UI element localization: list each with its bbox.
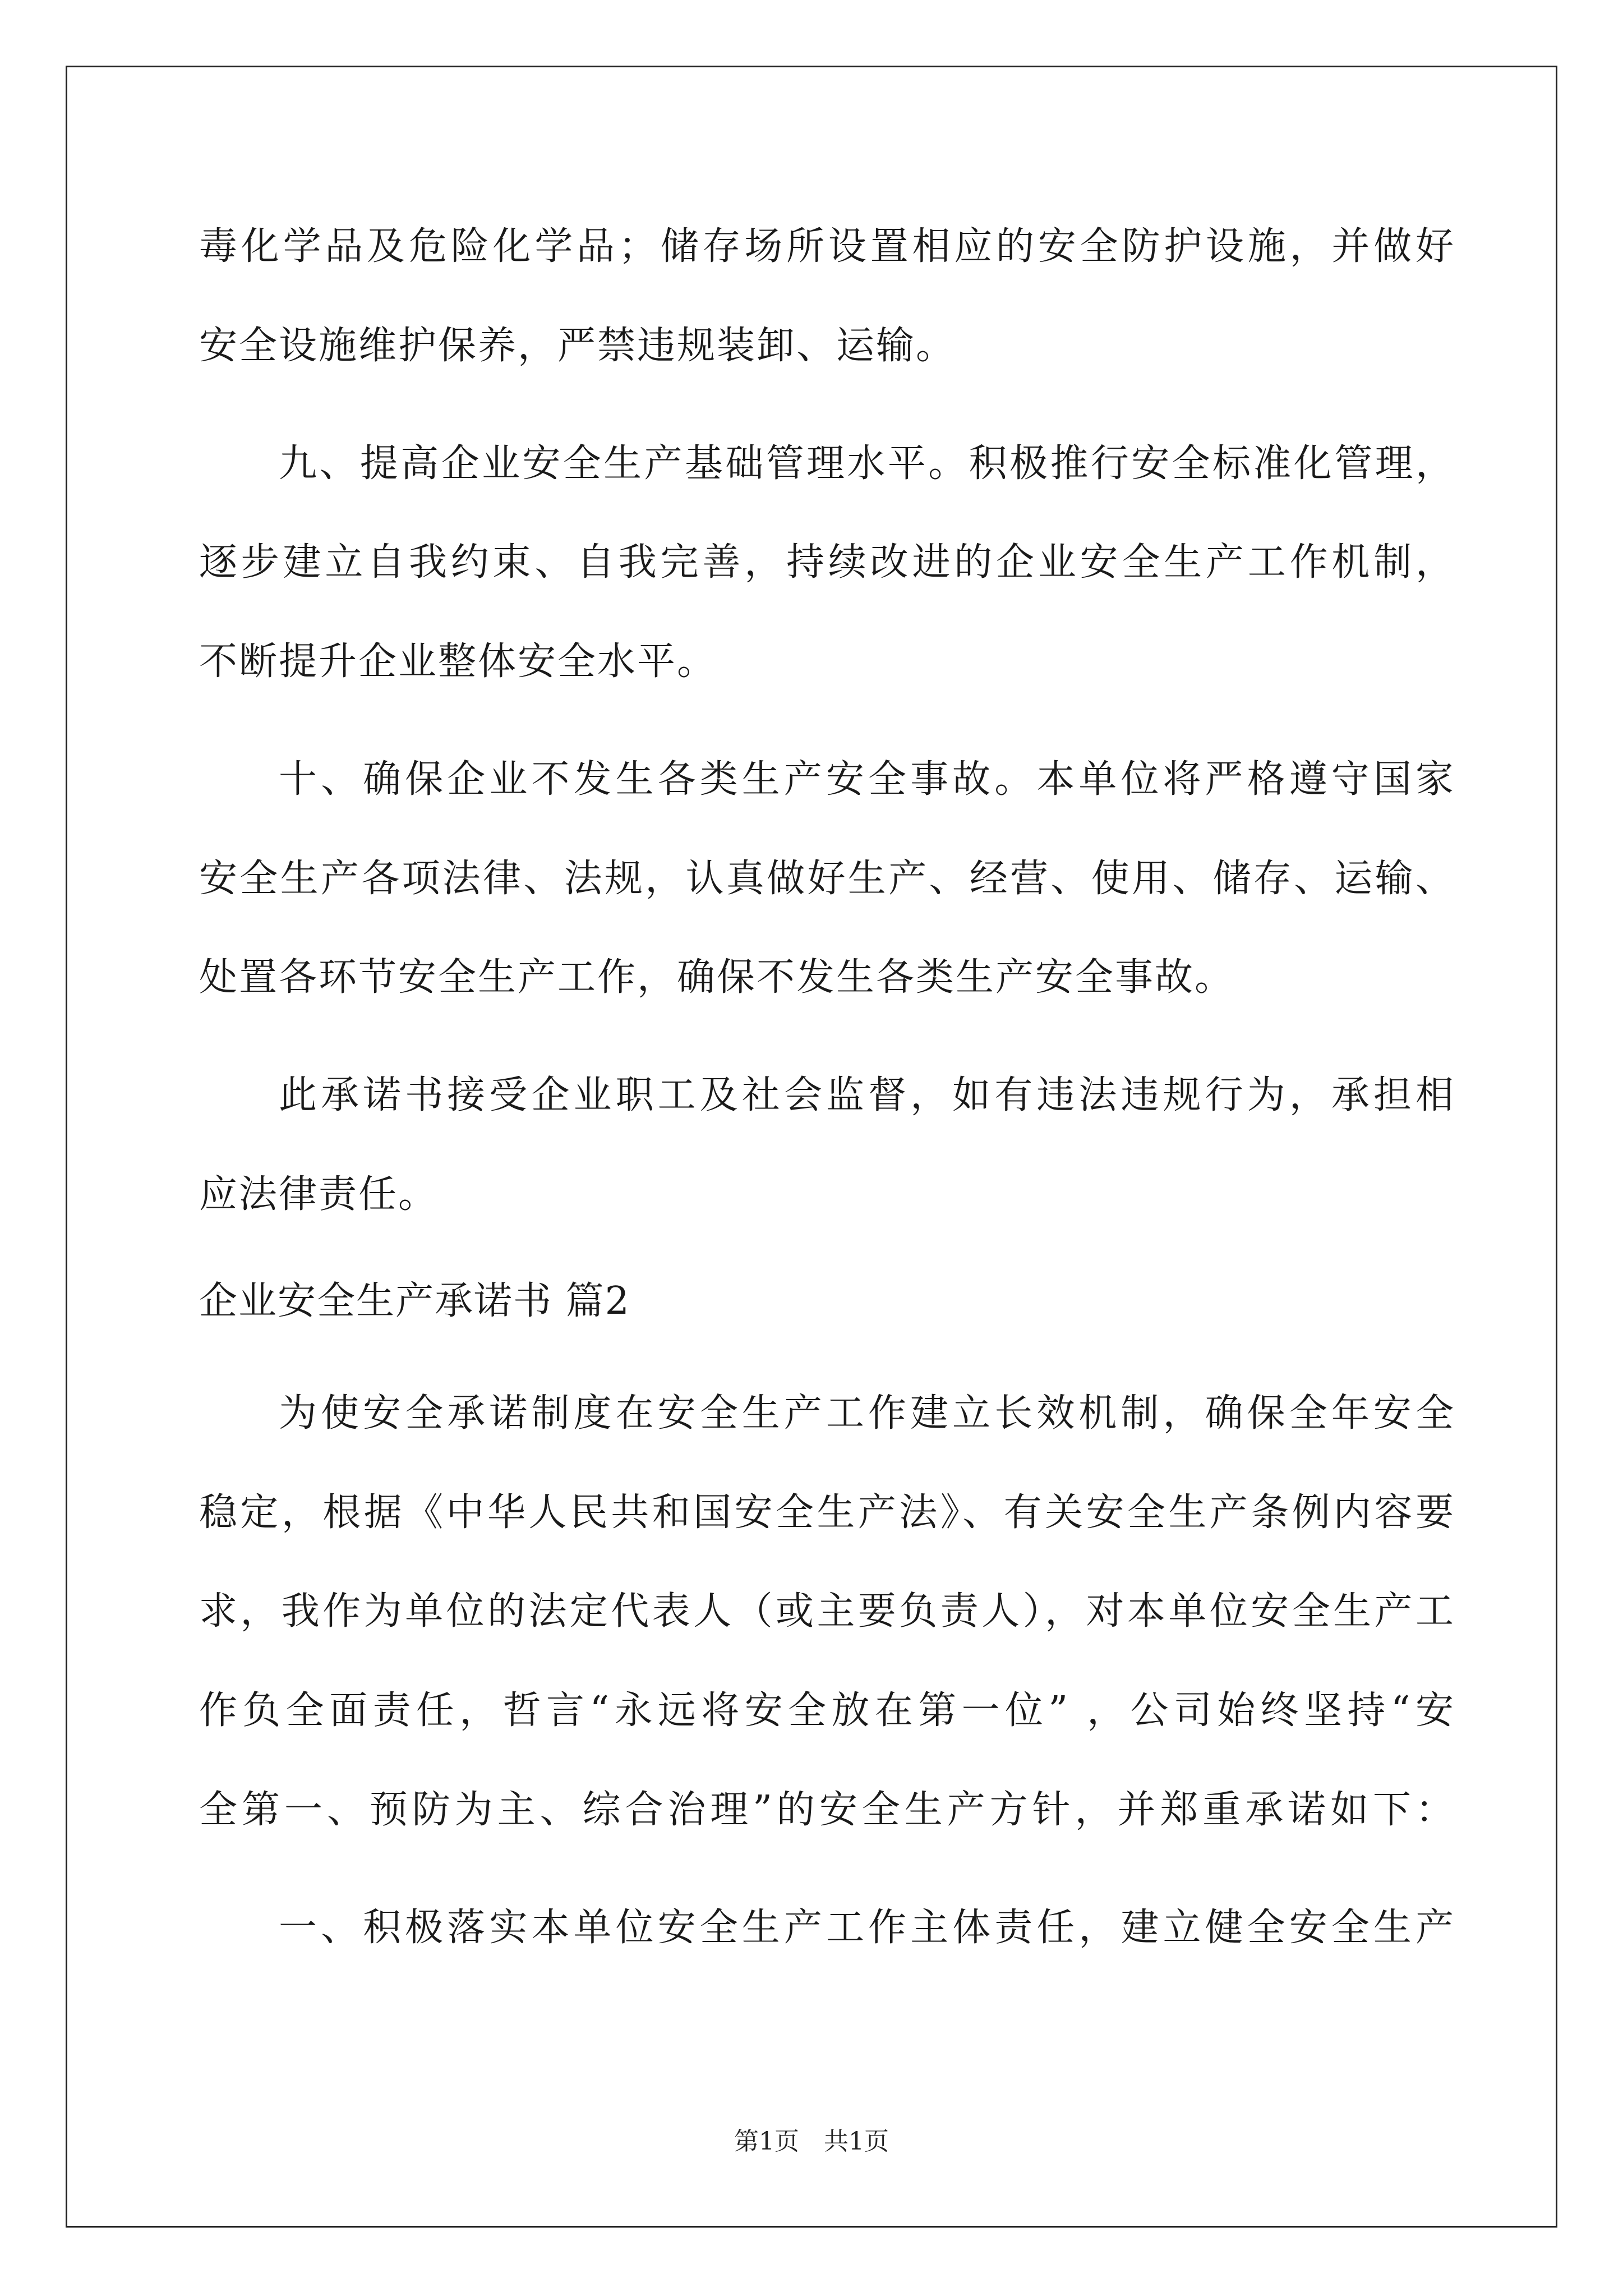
paragraph-start-line: 一、积极落实本单位安全生产工作主体责任，建立健全安全生产 (279, 1906, 1455, 1950)
text-line: 逐步建立自我约束、自我完善，持续改进的企业安全生产工作机制， (199, 540, 1455, 585)
section-heading: 企业安全生产承诺书 篇2 (199, 1279, 630, 1323)
text-line: 求，我作为单位的法定代表人（或主要负责人），对本单位安全生产工 (199, 1589, 1455, 1634)
text-line: 毒化学品及危险化学品；储存场所设置相应的安全防护设施，并做好 (199, 224, 1455, 269)
text-line: 应法律责任。 (199, 1172, 439, 1217)
text-line: 稳定，根据《中华人民共和国安全生产法》、有关安全生产条例内容要 (199, 1490, 1455, 1535)
text-line: 安全设施维护保养，严禁违规装卸、运输。 (199, 324, 956, 368)
paragraph-start-line: 为使安全承诺制度在安全生产工作建立长效机制，确保全年安全 (279, 1391, 1455, 1435)
text-line: 处置各环节安全生产工作，确保不发生各类生产安全事故。 (199, 955, 1235, 1000)
text-line: 全第一、预防为主、综合治理”的安全生产方针，并郑重承诺如下： (199, 1788, 1455, 1832)
paragraph-start-line: 十、确保企业不发生各类生产安全事故。本单位将严格遵守国家 (279, 757, 1455, 802)
paragraph-start-line: 此承诺书接受企业职工及社会监督，如有违法违规行为，承担相 (279, 1073, 1455, 1117)
page-border (66, 66, 1557, 2228)
page-number-footer: 第1页 共1页 (734, 2127, 889, 2156)
text-line: 安全生产各项法律、法规，认真做好生产、经营、使用、储存、运输、 (199, 857, 1455, 901)
paragraph-start-line: 九、提高企业安全生产基础管理水平。积极推行安全标准化管理， (279, 441, 1455, 486)
text-line: 不断提升企业整体安全水平。 (199, 639, 717, 684)
text-line: 作负全面责任，哲言“永远将安全放在第一位” ，公司始终坚持“安 (199, 1688, 1455, 1733)
